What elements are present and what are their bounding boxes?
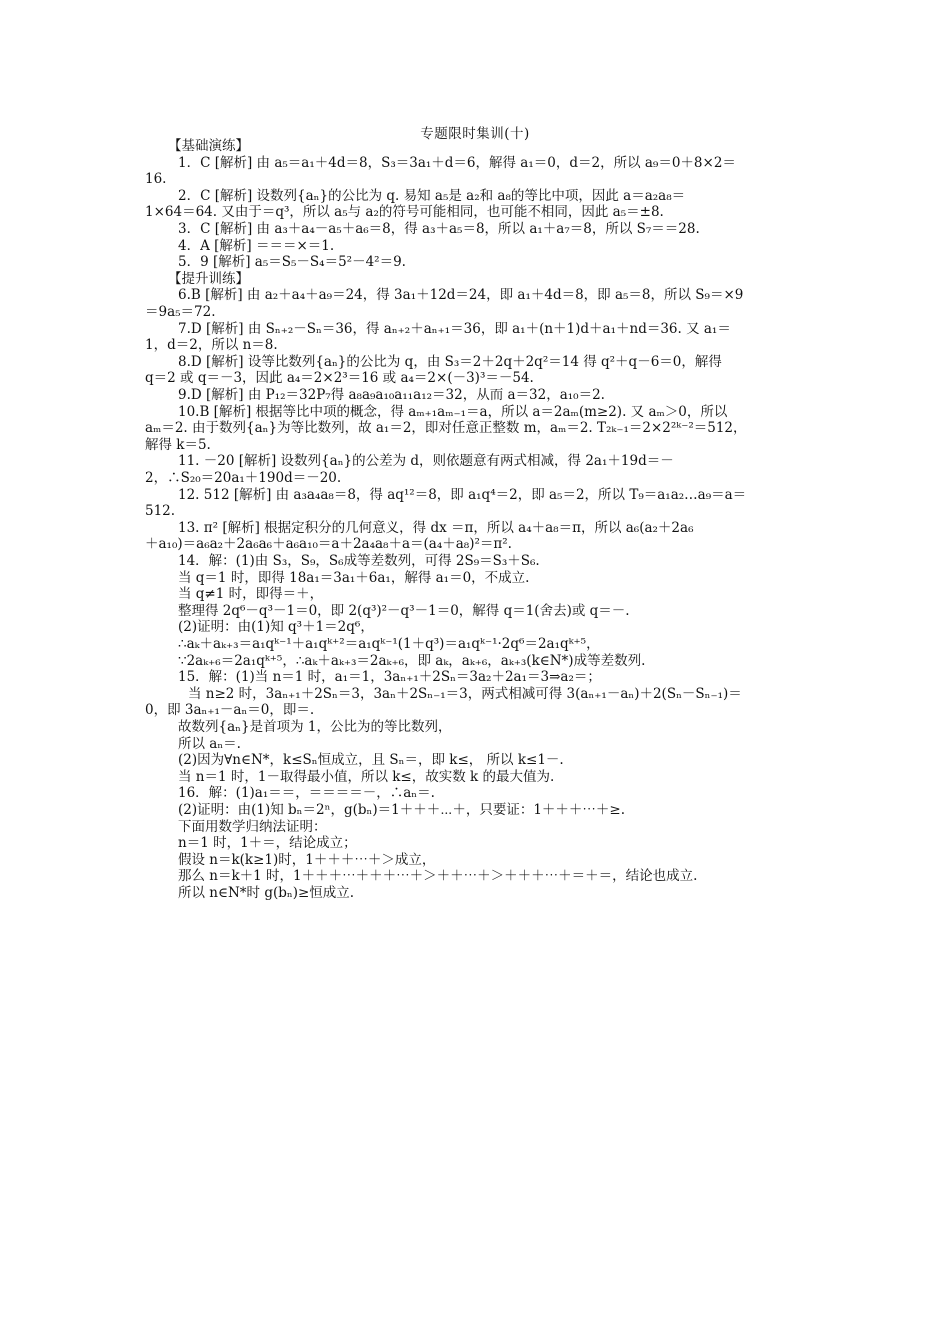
text-line: 【基础演练】 [168, 138, 249, 154]
text-line: 11. －20 [解析] 设数列{aₙ}的公差为 d，则依题意有两式相减，得 2a₁＋19d＝－ [178, 453, 674, 470]
text-line: 当 n≥2 时，3aₙ₊₁＋2Sₙ＝3，3aₙ＋2Sₙ₋₁＝3，两式相减可得 3(aₙ₊₁－aₙ)＋2(Sₙ－Sₙ₋₁)＝ [188, 685, 742, 702]
text-line: 2，∴S₂₀＝20a₁＋190d＝－20. [145, 470, 342, 486]
text-line: 所以 n∈N*时 g(bₙ)≥恒成立. [178, 885, 355, 901]
text-line: 8.D [解析] 设等比数列{aₙ}的公比为 q，由 S₃＝2＋2q＋2q²＝14 得 q²＋q－6＝0，解得 [178, 353, 722, 370]
text-line: 当 q＝1 时，即得 18a₁＝3a₁＋6a₁，解得 a₁＝0，不成立. [178, 569, 530, 586]
text-line: 假设 n＝k(k≥1)时，1＋＋＋⋯＋＞成立， [178, 851, 436, 868]
text-line: q＝2 或 q＝－3，因此 a₄＝2×2³＝16 或 a₄＝2×(－3)³＝－54. [145, 370, 534, 387]
text-line: (2)证明：由(1)知 q³＋1＝2q⁶， [178, 619, 374, 636]
text-line: 9.D [解析] 由 P₁₂＝32P₇得 a₈a₉a₁₀a₁₁a₁₂＝32，从而 a＝32，a₁₀＝2. [178, 387, 605, 403]
text-line: 512. [145, 503, 176, 520]
text-line: 解得 k＝5. [145, 436, 211, 453]
text-line: 6.B [解析] 由 a₂＋a₄＋a₉＝24，得 3a₁＋12d＝24，即 a₁＋4d＝8，即 a₅＝8，所以 S₉＝×9 [178, 287, 744, 304]
text-line: 当 n＝1 时，1－取得最小值，所以 k≤，故实数 k 的最大值为. [178, 768, 555, 785]
text-line: 所以 aₙ＝. [178, 735, 241, 752]
text-line: 整理得 2q⁶－q³－1＝0，即 2(q³)²－q³－1＝0，解得 q＝1(舍去)或 q＝－. [178, 602, 630, 619]
text-line: ∵2aₖ₊₆＝2a₁qᵏ⁺⁵，∴aₖ＋aₖ₊₃＝2aₖ₊₆，即 aₖ，aₖ₊₆，aₖ₊₃(k∈N*)成等差数列. [178, 652, 646, 669]
text-line: (2)证明：由(1)知 bₙ＝2ⁿ，g(bₙ)＝1＋＋＋⋯＋，只要证：1＋＋＋⋯＋≥. [178, 802, 626, 818]
text-line: 1．C [解析] 由 a₅＝a₁＋4d＝8，S₃＝3a₁＋d＝6，解得 a₁＝0，d＝2，所以 a₉＝0＋8×2＝ [178, 154, 736, 171]
page-title: 专题限时集训(十) [420, 126, 530, 142]
text-line: ∴aₖ＋aₖ₊₃＝a₁qᵏ⁻¹＋a₁qᵏ⁺²＝a₁qᵏ⁻¹(1＋q³)＝a₁qᵏ⁻¹·2q⁶＝2a₁qᵏ⁺⁵， [178, 636, 600, 652]
text-line: 7.D [解析] 由 Sₙ₊₂－Sₙ＝36，得 aₙ₊₂＋aₙ₊₁＝36，即 a₁＋(n＋1)d＋a₁＋nd＝36. 又 a₁＝ [178, 320, 731, 337]
text-line: 15．解：(1)当 n＝1 时，a₁＝1，3aₙ₊₁＋2Sₙ＝3a₂＋2a₁＝3⇒a₂＝； [178, 669, 601, 686]
text-line: 【提升训练】 [168, 270, 249, 287]
text-line: ＋a₁₀)＝a₆a₂＋2a₆a₆＋a₆a₁₀＝a＋2a₄a₈＋a＝(a₄＋a₈)²＝π². [145, 536, 512, 553]
text-line: 12. 512 [解析] 由 a₃a₄a₈＝8，得 aq¹²＝8，即 a₁q⁴＝2，即 a₅＝2，所以 T₉＝a₁a₂…a₉＝a＝ [178, 486, 747, 503]
text-line: 4．A [解析] ＝＝＝×＝1. [178, 237, 335, 254]
text-line: 1×64＝64. 又由于＝q³，所以 a₅与 a₂的符号可能相同，也可能不相同，因此 a₅＝±8. [145, 204, 664, 221]
text-line: 那么 n＝k＋1 时，1＋＋＋⋯＋＋＋⋯＋＞＋＋⋯＋＞＋＋＋⋯＋＝＋＝，结论也成立. [178, 868, 698, 885]
text-line: n＝1 时，1＋＝，结论成立； [178, 835, 357, 852]
text-line: 16．解：(1)a₁＝＝，＝＝＝＝－，∴aₙ＝. [178, 785, 435, 802]
text-line: 2．C [解析] 设数列{aₙ}的公比为 q. 易知 a₅是 a₂和 a₈的等比中项，因此 a＝a₂a₈＝ [178, 187, 686, 204]
text-line: 1，d＝2，所以 n＝8. [145, 337, 278, 354]
text-line: 10.B [解析] 根据等比中项的概念，得 aₘ₊₁aₘ₋₁＝a，所以 a＝2aₘ(m≥2). 又 aₘ＞0，所以 [178, 403, 728, 420]
text-line: 故数列{aₙ}是首项为 1，公比为的等比数列， [178, 719, 452, 735]
text-line: 14．解：(1)由 S₃，S₉，S₆成等差数列，可得 2S₉＝S₃＋S₆. [178, 553, 540, 569]
text-line: (2)因为∀n∈N*，k≤Sₙ恒成立，且 Sₙ＝，即 k≤， 所以 k≤1－. [178, 752, 564, 769]
text-line: 下面用数学归纳法证明： [178, 818, 327, 835]
text-line: 当 q≠1 时，即得＝＋， [178, 586, 324, 603]
text-line: 16. [145, 171, 167, 188]
text-line: 3．C [解析] 由 a₃＋a₄－a₅＋a₆＝8，得 a₃＋a₅＝8，所以 a₁＋a₇＝8，所以 S₇＝＝28. [178, 221, 700, 237]
text-line: 0，即 3aₙ₊₁－aₙ＝0，即＝. [145, 702, 315, 719]
text-line: ＝9a₅＝72. [145, 304, 216, 320]
text-line: 13. π² [解析] 根据定积分的几何意义，得 dx ＝π，所以 a₄＋a₈＝π，所以 a₆(a₂＋2a₆ [178, 519, 694, 536]
text-line: 5．9 [解析] a₅＝S₅－S₄＝5²－4²＝9. [178, 254, 406, 271]
text-line: aₘ＝2. 由于数列{aₙ}为等比数列，故 a₁＝2，即对任意正整数 m，aₘ＝2. T₂ₖ₋₁＝2×2²ᵏ⁻²＝512， [145, 420, 747, 437]
